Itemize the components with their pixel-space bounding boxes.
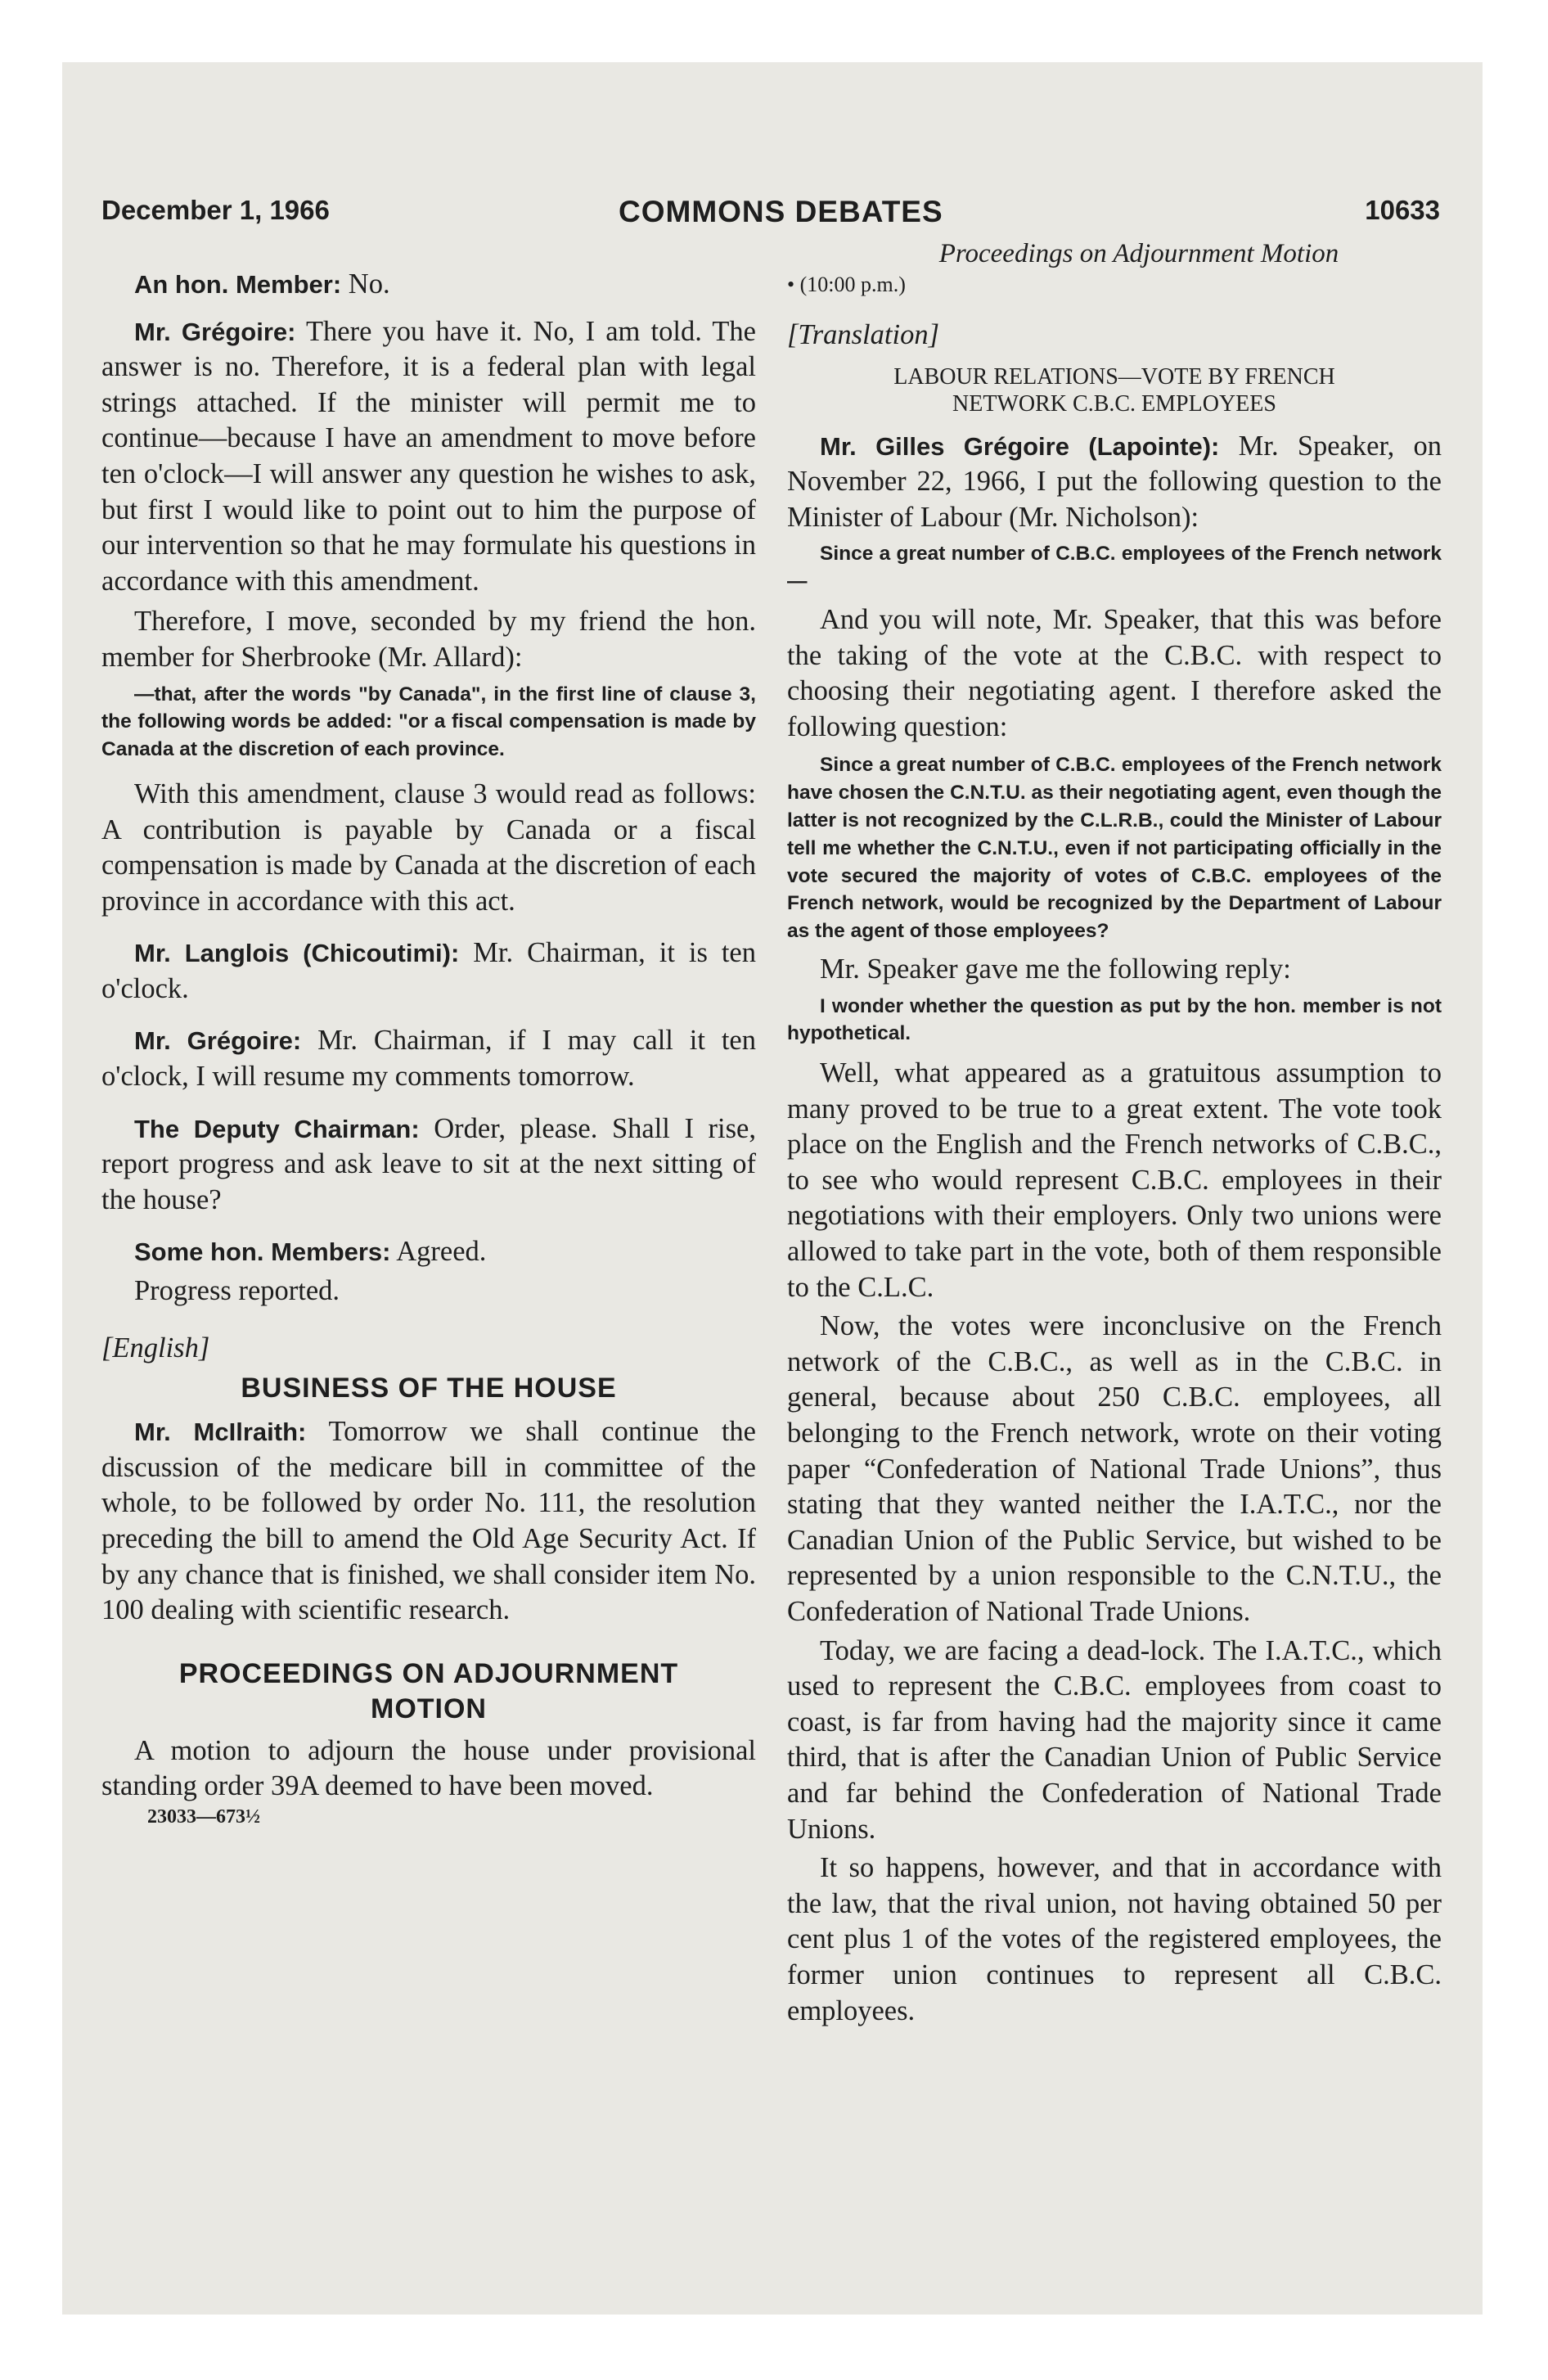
paragraph: It so happens, however, and that in accordance with the law, that the rival union, not having obtained 50 per cent plus 1 of the votes of the registered employees, the former union continues to represent all C.B.C. employees. bbox=[787, 1852, 1442, 2026]
quoted-amendment: —that, after the words "by Canada", in the first line of clause 3, the following words be added: "or a fiscal compensation is made by Canada at the discretion of each province. bbox=[101, 683, 756, 761]
speaker-name: Some hon. Members: bbox=[134, 1237, 391, 1267]
right-column bbox=[787, 237, 1442, 2029]
paragraph: Now, the votes were inconclusive on the French network of the C.B.C., as well as in the C.B.C. in general, because about 250 C.B.C. employees, all belonging to the French network, wrote on their voting paper “Confederation of National Trade Unions”, thus stating that they wanted neither the I.A.T.C., nor the Canadian Union of the Public Service, but wished to be represented by a union responsible to the C.N.T.U., the Confederation of National Trade Unions. bbox=[787, 1310, 1442, 1628]
speaker-name: Mr. Grégoire: bbox=[134, 1026, 302, 1056]
paragraph: Therefore, I move, seconded by my friend the hon. member for Sherbrooke (Mr. Allard): bbox=[101, 606, 756, 673]
paragraph bbox=[101, 267, 756, 303]
footer-code: 23033—673½ bbox=[147, 1805, 260, 1828]
speaker-name: The Deputy Chairman: bbox=[134, 1114, 420, 1143]
speaker-name: Mr. McIlraith: bbox=[134, 1418, 307, 1447]
speech-text: There you have it. No, I am told. The answer is no. Therefore, it is a federal plan with legal strings attached. If the minister will permit me to continue—because I have an amendment to move before ten o'clock—I will answer any question he wishes to ask, but first I would like to point out to him the purpose of our intervention so that he may formulate his questions in accordance with this amendment. bbox=[101, 315, 756, 597]
quoted-question: Since a great number of C.B.C. employees of the French network have chosen the C.N.T.U. as their negotiating agent, even though the latter is not recognized by the C.L.R.B., could the Minister of Labour tell me whether the C.N.T.U., even if not participating officially in the vote secured the majority of votes of C.B.C. employees of the French network, would be recognized by the Department of Labour as the agent of those employees? bbox=[787, 754, 1442, 943]
header-title: COMMONS DEBATES bbox=[619, 195, 943, 228]
speech-text: Tomorrow we shall continue the discussion of the medicare bill in committee of the whole, to be followed by order No. 111, the resolution preceding the bill to amend the Old Age Security Act. If by any chance that is finished, we shall consider item No. 100 dealing with scientific research. bbox=[101, 1416, 756, 1626]
page-header bbox=[101, 195, 1440, 236]
paragraph: Mr. Speaker gave me the following reply: bbox=[820, 953, 1291, 985]
speaker-name: Mr. Grégoire: bbox=[134, 317, 296, 346]
paragraph: A motion to adjourn the house under provisional standing order 39A deemed to have been moved. bbox=[101, 1734, 756, 1802]
speech-text: No. bbox=[341, 268, 390, 300]
quoted-reply: I wonder whether the question as put by the hon. member is not hypothetical. bbox=[787, 994, 1442, 1045]
quoted-question: Since a great number of C.B.C. employees of the French network— bbox=[787, 543, 1442, 593]
speech-text: Agreed. bbox=[390, 1236, 487, 1268]
speech-text: Mr. Chairman, if I may call it ten o'clock, I will resume my comments tomorrow. bbox=[101, 1025, 756, 1093]
paragraph bbox=[101, 314, 756, 600]
speaker-name: An hon. Member: bbox=[134, 270, 342, 299]
section-heading: PROCEEDINGS ON ADJOURNMENT MOTION bbox=[178, 1657, 679, 1724]
paragraph bbox=[101, 1414, 756, 1629]
speaker-name: Mr. Gilles Grégoire (Lapointe): bbox=[820, 431, 1220, 461]
speech-text: Mr. Chairman, it is ten o'clock. bbox=[101, 937, 756, 1004]
section-heading: BUSINESS OF THE HOUSE bbox=[241, 1373, 617, 1404]
paragraph: And you will note, Mr. Speaker, that this was before the taking of the vote at the C.B.C. with respect to choosing their negotiating agent. I therefore asked the following question: bbox=[787, 603, 1442, 742]
paragraph bbox=[101, 1023, 756, 1094]
paragraph bbox=[787, 429, 1442, 536]
language-tag: [Translation] bbox=[787, 319, 939, 350]
header-date: December 1, 1966 bbox=[101, 195, 330, 225]
language-tag: [English] bbox=[101, 1332, 210, 1364]
left-column bbox=[101, 237, 756, 1828]
paragraph: With this amendment, clause 3 would read as follows: A contribution is payable by Canada or a fiscal compensation is made by Canada at the discretion of each province in accordance with this act. bbox=[101, 778, 756, 917]
paragraph: Progress reported. bbox=[134, 1275, 340, 1307]
speech-text: Mr. Speaker, on November 22, 1966, I put the following question to the Minister of Labour (Mr. Nicholson): bbox=[787, 430, 1442, 533]
paragraph: Well, what appeared as a gratuitous assumption to many proved to be true to a great extent. The vote took place on the English and the French networks of C.B.C., to see who would represent C.B.C. employees in their negotiations with their employers. Only two unions were allowed to take part in the vote, both of them responsible to the C.L.C. bbox=[787, 1057, 1442, 1303]
header-page-number: 10633 bbox=[1365, 195, 1440, 225]
speech-text: Order, please. Shall I rise, report progress and ask leave to sit at the next sitting of the house? bbox=[101, 1112, 756, 1215]
paragraph bbox=[101, 1234, 756, 1270]
paragraph: Today, we are facing a dead-lock. The I.A.T.C., which used to represent the C.B.C. employees from coast to coast, is far from having had the majority since it came third, that is after the Canadian Union of Public Service and far behind the Confederation of National Trade Unions. bbox=[787, 1634, 1442, 1845]
paragraph bbox=[101, 1111, 756, 1219]
time-stamp: • (10:00 p.m.) bbox=[787, 273, 906, 296]
running-head: Proceedings on Adjournment Motion bbox=[938, 239, 1339, 268]
speaker-name: Mr. Langlois (Chicoutimi): bbox=[134, 939, 460, 968]
section-heading: LABOUR RELATIONS—VOTE BY FRENCH NETWORK C.B.C. EMPLOYEES bbox=[893, 363, 1335, 417]
paragraph bbox=[101, 935, 756, 1007]
